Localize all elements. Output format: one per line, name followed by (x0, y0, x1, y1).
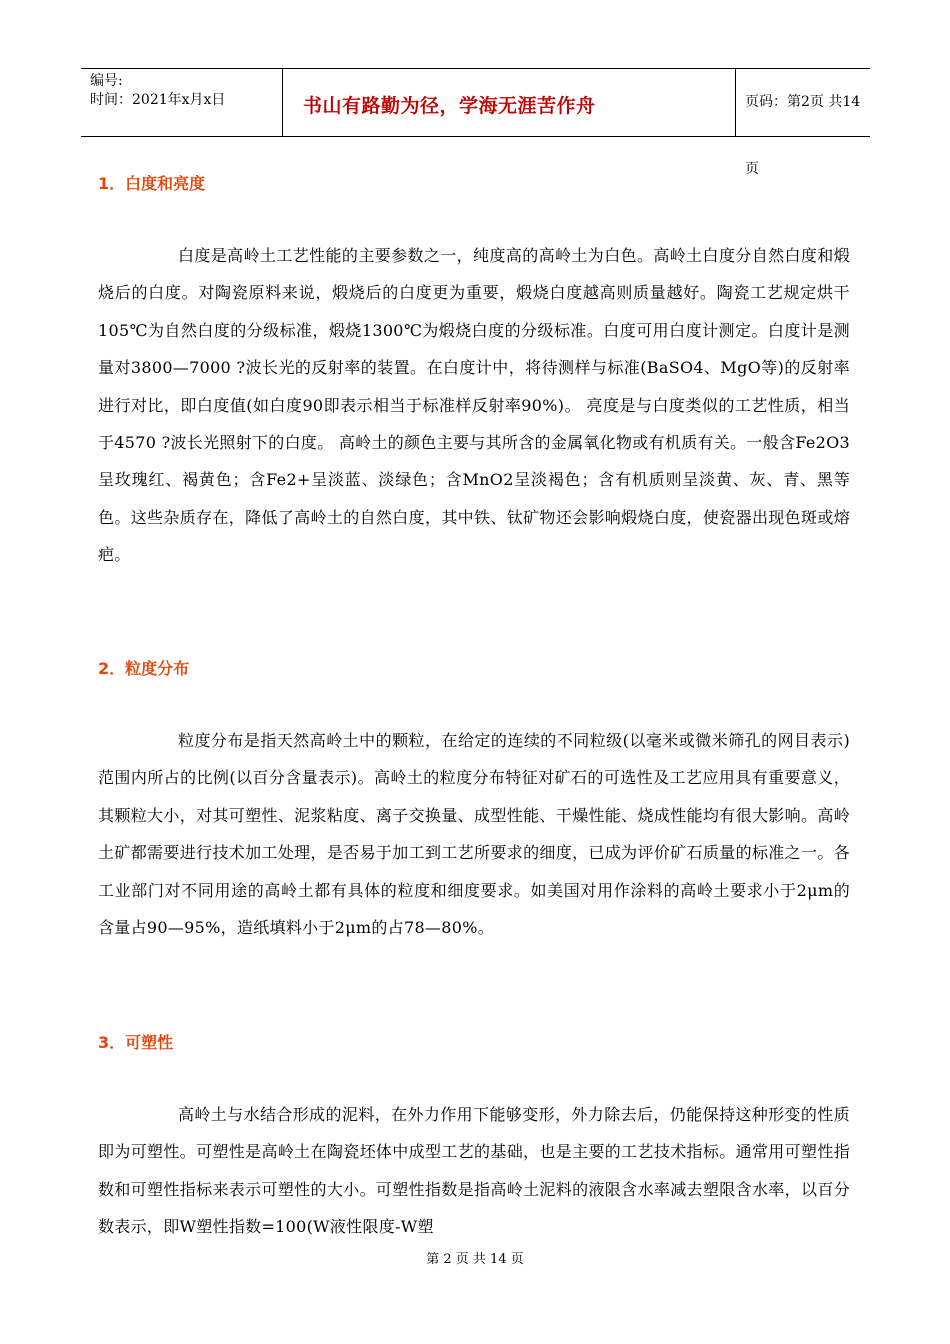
header-motto-cell (282, 69, 736, 136)
header-page-info: 页码：第2页 共14页 (745, 94, 861, 177)
header-motto: 书山有路勤为径，学海无涯苦作舟 (303, 95, 596, 117)
page-header (81, 68, 870, 177)
section-title-particle-size: 2．粒度分布 (98, 659, 190, 678)
document-number-label: 编号: (90, 73, 123, 89)
section-title-plasticity: 3．可塑性 (98, 1033, 174, 1052)
section-body-particle-size: 粒度分布是指天然高岭土中的颗粒，在给定的连续的不同粒级(以毫米或微米筛孔的网目表示)范围内所占的比例(以百分含量表示)。高岭土的粒度分布特征对矿石的可选性及工艺应用具有重要意义，其颗粒大小，对其可塑性、泥浆粘度、离子交换量、成型性能、干燥性能、烧成性能均有很大影响。高岭土矿都需要进行技术加工处理，是否易于加工到工艺所要求的细度，已成为评价矿石质量的标准之一。各工业部门对不同用途的高岭土都有具体的粒度和细度要求。如美国对用作涂料的高岭土要求小于2μm的含量占90—95%，造纸填料小于2μm的占78—80%。 (98, 731, 850, 938)
section-body-whiteness: 白度是高岭土工艺性能的主要参数之一，纯度高的高岭土为白色。高岭土白度分自然白度和煅烧后的白度。对陶瓷原料来说，煅烧后的白度更为重要，煅烧白度越高则质量越好。陶瓷工艺规定烘干105℃为自然白度的分级标准，煅烧1300℃为煅烧白度的分级标准。白度可用白度计测定。白度计是测量对3800—7000 ?波长光的反射率的装置。在白度计中，将待测样与标准(BaSO4、MgO等)的反射率进行对比，即白度值(如白度90即表示相当于标准样反射率90%)。 亮度是与白度类似的工艺性质，相当于4570 ?波长光照射下的白度。 高岭土的颜色主要与其所含的金属氧化物或有机质有关。一般含Fe2O3呈玫瑰红、褐黄色；含Fe2+呈淡蓝、淡绿色；含MnO2呈淡褐色；含有机质则呈淡黄、灰、青、黑等色。这些杂质存在，降低了高岭土的自然白度，其中铁、钛矿物还会影响煅烧白度，使瓷器出现色斑或熔疤。 (98, 246, 850, 565)
page-footer: 第 2 页 共 14 页 (426, 1252, 524, 1267)
header-meta-cell (81, 69, 282, 136)
section-title-whiteness: 1．白度和亮度 (98, 174, 206, 193)
header-page-cell (736, 69, 870, 177)
document-time-label: 时间：2021年x月x日 (90, 92, 226, 108)
section-body-plasticity: 高岭土与水结合形成的泥料，在外力作用下能够变形，外力除去后，仍能保持这种形变的性质即为可塑性。可塑性是高岭土在陶瓷坯体中成型工艺的基础，也是主要的工艺技术指标。通常用可塑性指数和可塑性指标来表示可塑性的大小。可塑性指数是指高岭土泥料的液限含水率减去塑限含水率，以百分数表示，即W塑性指数=100(W液性限度-W塑 (98, 1105, 850, 1237)
